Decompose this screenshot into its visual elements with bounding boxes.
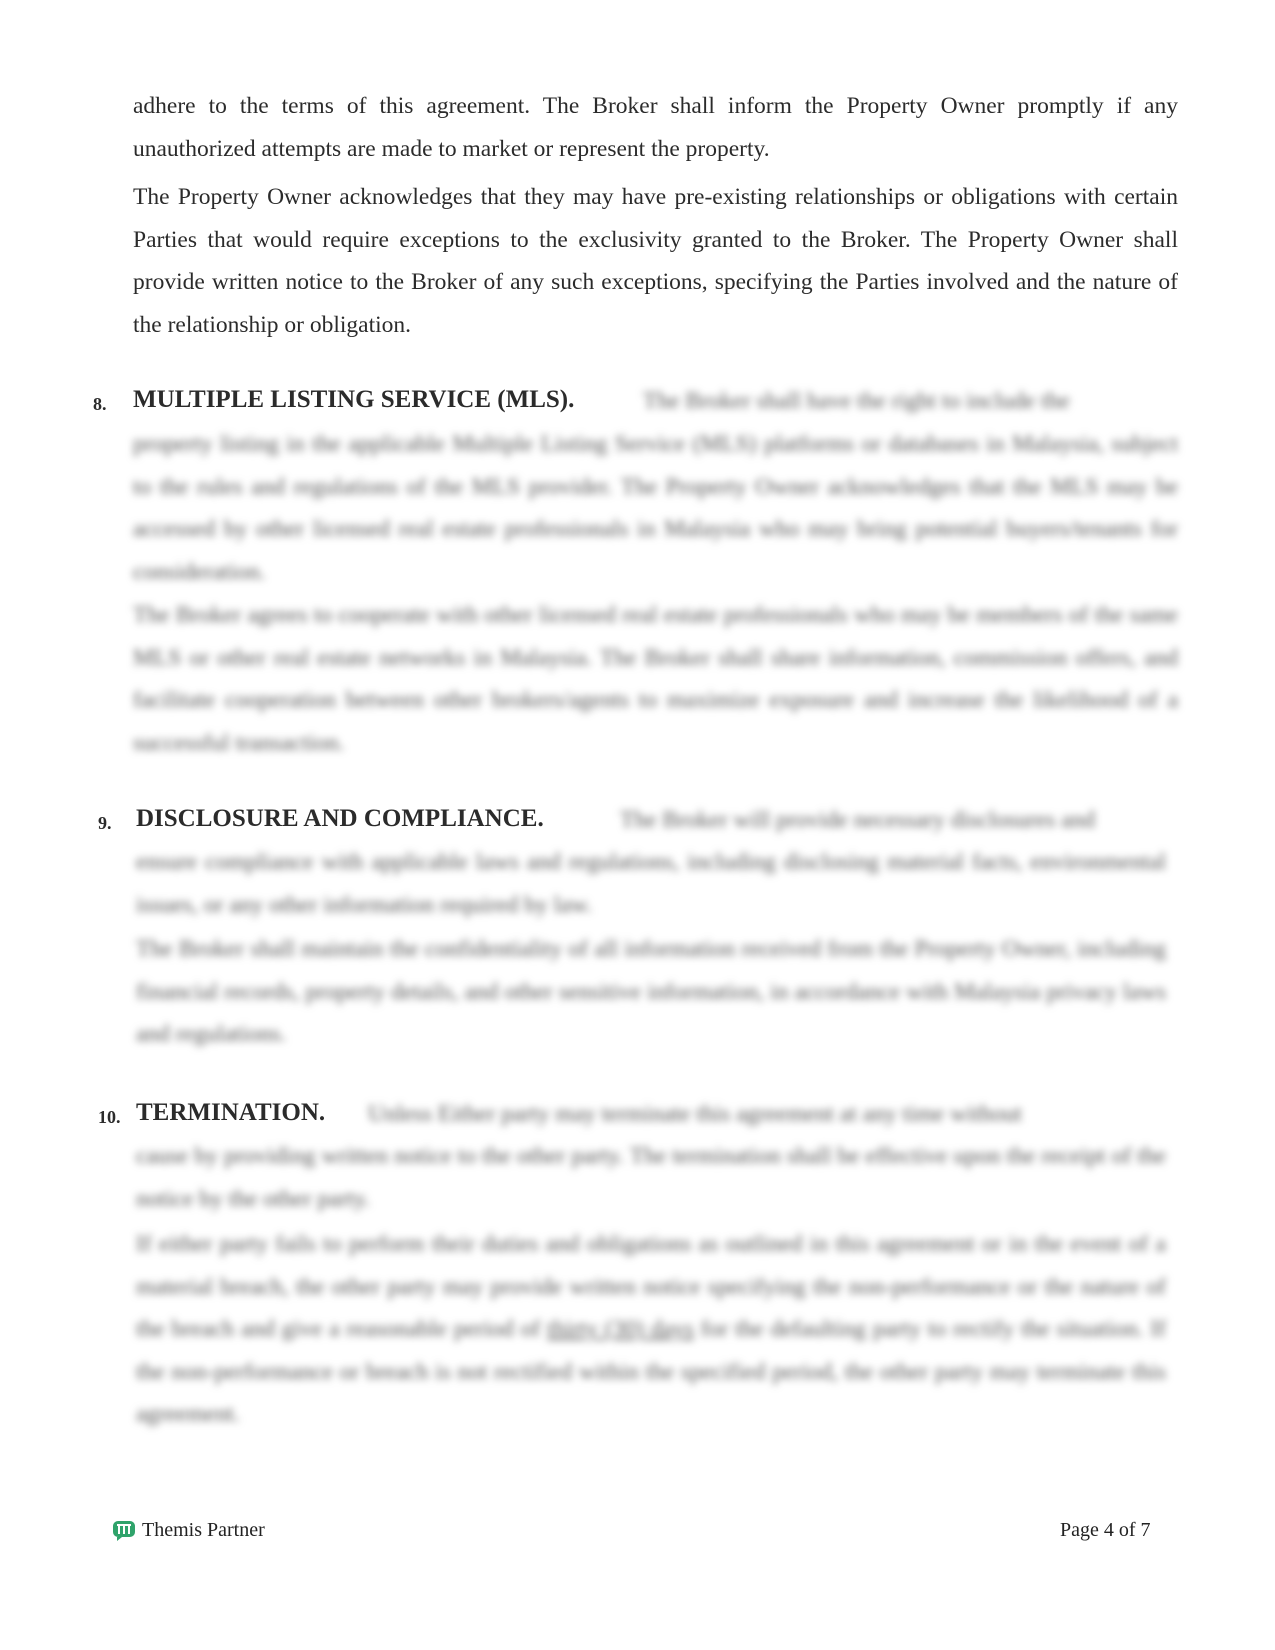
footer-brand-name: Themis Partner	[142, 1519, 265, 1541]
underlined-term: thirty (30) days	[547, 1316, 694, 1342]
section-body-text: ensure compliance with applicable laws and regulations, including disclosing material facts, environmental issues, or any other information required by law.	[136, 849, 1166, 918]
section-lead-text: The Broker will provide necessary disclosures and	[620, 807, 1096, 833]
page-number: Page 4 of 7	[1060, 1519, 1151, 1541]
section-number: 10.	[98, 1107, 121, 1127]
paragraph-text-b: for the defaulting party to rectify the situation. If the non-performance or breach is not rectified within the specified period, the other party may terminate this agreement.	[136, 1316, 1167, 1427]
paragraph-text-a: If either party fails to perform their duties and obligations as outlined in this agreement or in the event of a material breach, the other party may provide written notice specifying the non-performance or the nature of the breach and give a reasonable period of	[136, 1231, 1166, 1342]
section-lead-text: Unless Either party may terminate this agreement at any time without	[368, 1101, 1022, 1127]
themis-logo-icon	[112, 1520, 136, 1542]
section-heading: MULTIPLE LISTING SERVICE (MLS).	[133, 386, 575, 413]
section-paragraph-2: The Broker shall maintain the confidentiality of all information received from the Property Owner, including financial records, property details, and other sensitive information, in accordance with Malaysia privacy laws and regulations.	[136, 936, 1166, 1047]
section-heading: DISCLOSURE AND COMPLIANCE.	[136, 805, 544, 832]
intro-paragraph-1: adhere to the terms of this agreement. The Broker shall inform the Property Owner promptly if any unauthorized attempts are made to market or represent the property.	[133, 93, 1178, 162]
section-body-text: property listing in the applicable Multiple Listing Service (MLS) platforms or databases in Malaysia, subject to the rules and regulations of the MLS provider. The Property Owner acknowledges that the MLS may be accessed by other licensed real estate professionals in Malaysia who may bring potential buyers/tenants for consideration.	[133, 431, 1178, 585]
section-lead-text: The Broker shall have the right to include the	[643, 388, 1070, 414]
section-heading: TERMINATION.	[136, 1099, 326, 1126]
section-paragraph-2: The Broker agrees to cooperate with other licensed real estate professionals who may be members of the same MLS or other real estate networks in Malaysia. The Broker shall share information, commission offers, and facilitate cooperation between other brokers/agents to maximize exposure and increase the likelihood of a successful transaction.	[133, 602, 1178, 756]
section-body-text: cause by providing written notice to the other party. The termination shall be effective upon the receipt of the notice by the other party.	[136, 1143, 1166, 1212]
footer-brand	[112, 1519, 265, 1542]
section-number: 9.	[98, 813, 112, 833]
intro-paragraph-2: The Property Owner acknowledges that they may have pre-existing relationships or obligations with certain Parties that would require exceptions to the exclusivity granted to the Broker. The Property Owner shall provide written notice to the Broker of any such exceptions, specifying the Parties involved and the nature of the relationship or obligation.	[133, 184, 1178, 338]
section-paragraph-2	[136, 1223, 1166, 1436]
section-number: 8.	[93, 394, 107, 414]
